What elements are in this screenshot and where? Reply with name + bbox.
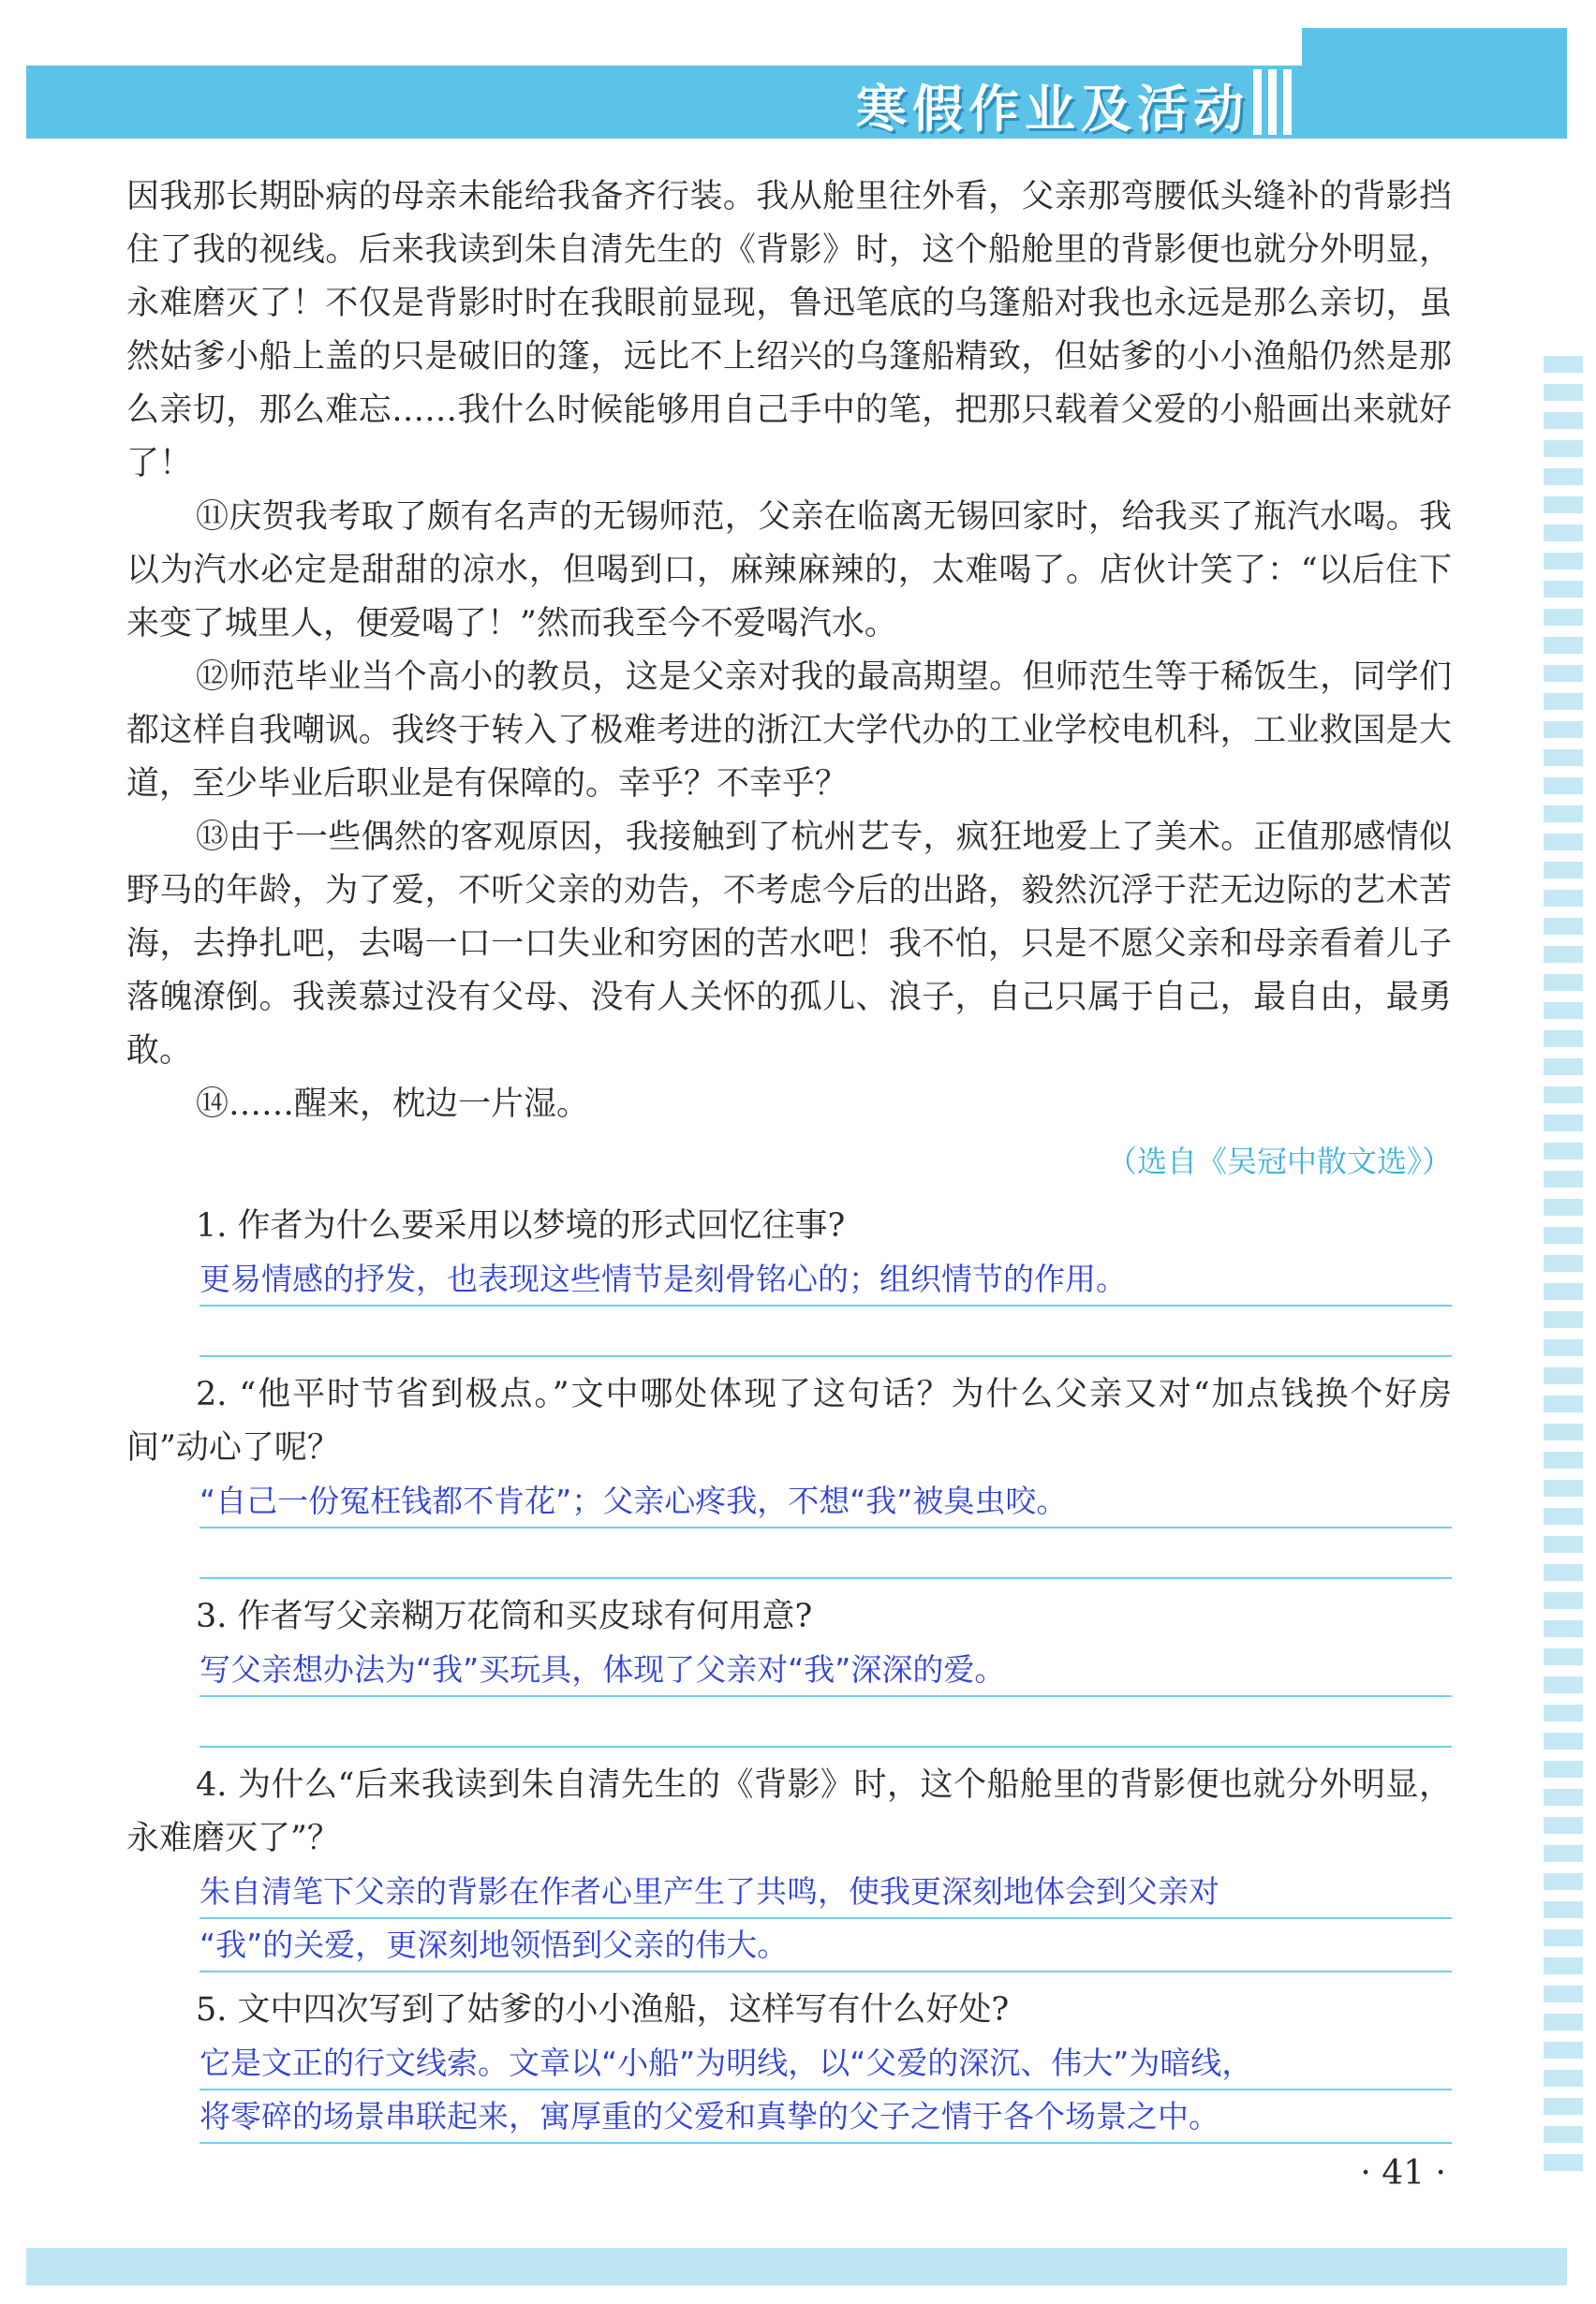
question-text: 5. 文中四次写到了姑爹的小小渔船，这样写有什么好处? <box>196 1991 1010 2029</box>
answer-line: “自己一份冤枉钱都不肯花”；父亲心疼我，不想“我”被臭虫咬。 <box>200 1475 1452 1529</box>
paragraph-13: ⑬由于一些偶然的客观原因，我接触到了杭州艺专，疯狂地爱上了美术。正值那感情似野马的年龄，为了爱，不听父亲的劝告，不考虑今后的出路，毅然沉浮于茫无边际的艺术苦海，去挣扎吧，去喝一口一口失业和穷困的苦水吧！我不怕，只是不愿父亲和母亲看着儿子落魄潦倒。我羡慕过没有父母、没有人关怀的孤儿、浪子，自己只属于自己，最自由，最勇敢。 <box>126 819 1452 1070</box>
paragraph-11: ⑪庆贺我考取了颇有名声的无锡师范，父亲在临离无锡回家时，给我买了瓶汽水喝。我以为汽水必定是甜甜的凉水，但喝到口，麻辣麻辣的，太难喝了。店伙计笑了：“以后住下来变了城里人，便爱喝了！”然而我至今不爱喝汽水。 <box>126 498 1452 642</box>
paragraph-12: ⑫师范毕业当个高小的教员，这是父亲对我的最高期望。但师范生等于稀饭生，同学们都这样自我嘲讽。我终于转入了极难考进的浙江大学代办的工业学校电机科，工业救国是大道，至少毕业后职业是有保障的。幸乎？不幸乎？ <box>126 658 1452 803</box>
source-citation: （选自《吴冠中散文选》） <box>1106 1144 1452 1179</box>
blank-answer-line <box>200 1307 1452 1357</box>
paragraph-14: ⑭……醒来，枕边一片湿。 <box>196 1086 590 1123</box>
page-content <box>126 170 1452 2144</box>
question-text: 1. 作者为什么要采用以梦境的形式回忆往事? <box>196 1207 846 1245</box>
header-title: 寒假作业及活动 <box>856 80 1249 139</box>
blank-answer-line <box>200 1697 1452 1748</box>
footer-band <box>26 2248 1567 2285</box>
answer-line: 朱自清笔下父亲的背影在作者心里产生了共鸣，使我更深刻地体会到父亲对 <box>200 1866 1452 1919</box>
page-number: · 41 · <box>1360 2154 1446 2193</box>
question-text: 3. 作者写父亲糊万花筒和买皮球有何用意? <box>196 1598 813 1635</box>
question-1 <box>126 1200 1452 1357</box>
answer-line: 将零碎的场景串联起来，寓厚重的父爱和真挚的父子之情于各个场景之中。 <box>200 2090 1452 2144</box>
answer-line: 更易情感的抒发，也表现这些情节是刻骨铭心的；组织情节的作用。 <box>200 1253 1452 1307</box>
answer-line: “我”的关爱，更深刻地领悟到父亲的伟大。 <box>200 1919 1452 1972</box>
header-top-strip <box>1302 28 1567 66</box>
question-3 <box>126 1590 1452 1748</box>
answer-line: 写父亲想办法为“我”买玩具，体现了父亲对“我”深深的爱。 <box>200 1644 1452 1697</box>
side-stripes-decoration <box>1544 356 1583 2182</box>
paragraph-continued: 因我那长期卧病的母亲未能给我备齐行装。我从舱里往外看，父亲那弯腰低头缝补的背影挡住了我的视线。后来我读到朱自清先生的《背影》时，这个船舱里的背影便也就分外明显，永难磨灭了！不仅是背影时时在我眼前显现，鲁迅笔底的乌篷船对我也永远是那么亲切，虽然姑爹小船上盖的只是破旧的篷，远比不上绍兴的乌篷船精致，但姑爹的小小渔船仍然是那么亲切，那么难忘……我什么时候能够用自己手中的笔，把那只载着父爱的小船画出来就好了！ <box>126 178 1452 482</box>
question-text: 2. “他平时节省到极点。”文中哪处体现了这句话？为什么父亲又对“加点钱换个好房间”动心了呢？ <box>126 1376 1452 1467</box>
question-text: 4. 为什么“后来我读到朱自清先生的《背影》时，这个船舱里的背影便也就分外明显，永难磨灭了”？ <box>126 1766 1452 1857</box>
blank-answer-line <box>200 1529 1452 1579</box>
header-band <box>26 66 1567 139</box>
question-2 <box>126 1368 1452 1579</box>
question-4 <box>126 1759 1452 1972</box>
question-5 <box>126 1984 1452 2144</box>
answer-line: 它是文正的行文线索。文章以“小船”为明线，以“父爱的深沉、伟大”为暗线， <box>200 2037 1452 2090</box>
